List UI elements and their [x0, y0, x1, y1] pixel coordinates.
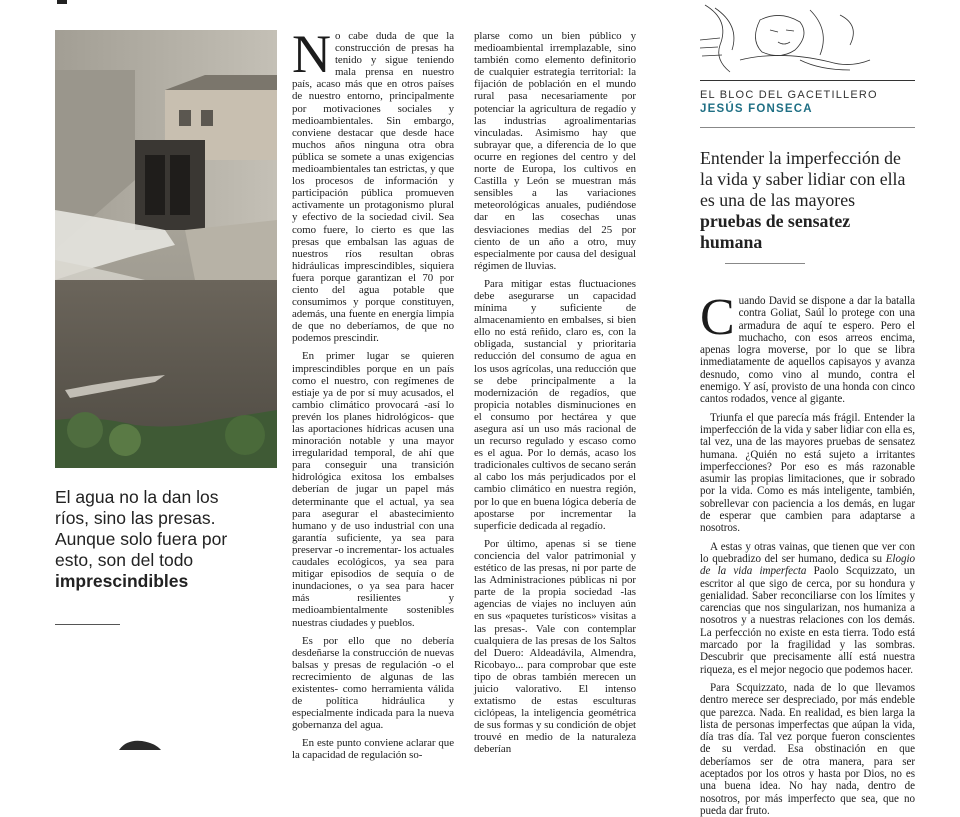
pull-quote: [55, 487, 255, 592]
header-rule: [700, 80, 915, 81]
paragraph: En primer lugar se quieren imprescindibles porque en un país como el nuestro, con regímenes de estiaje ya de por sí muy acusados, el cambio climático provocará -así lo prevén los planes hidrológicos- que las aportaciones hídricas acusen una minoración notable y una mayor irregularidad temporal, de ahí que para conseguir una transición hidrológica exitosa los embalses deberían de jugar un papel más determinante que el actual, ya sea para asegurar el abastecimiento humano y de uso industrial con una garantía suficiente, ya sea para preservar -o incrementar- los actuales caudales ecológicos, ya sea para mitigar episodios de sequía o de inundaciones, o ya sea para hacer más resilientes y medioambientalmente sostenibles nuestras ciudades y pueblos.: [292, 350, 454, 629]
headline-text: Entender la imperfección de la vida y saber lidiar con ella es una de las mayores: [700, 148, 906, 210]
dam-photo: [55, 30, 277, 468]
paragraph: Para mitigar estas fluctuaciones debe asegurarse un capacidad mínima y suficiente de almacenamiento en embalses, si bien ello no está reñido, claro es, con la obligada, sustancial y prioritaria reducción del consumo de agua en los usos agrícolas, una reducción que se debe principalmente a la modernización de regadíos, que propicia notables disminuciones en el consumo por hectárea y que asegura así un uso más racional de un recurso regulado y escaso como es el agua. Por lo demás, acaso los tradicionales cultivos de secano serán al cabo los más perjudicados por el cambio climático en nuestra región, por lo que en buena lógica debería de apostarse por incrementar la superficie dedicada al regadío.: [474, 277, 637, 532]
paragraph: Es por ello que no debería desdeñarse la construcción de nuevas balsas y presas de regulación -o el recrecimiento de algunas de las existentes- como herramienta válida de política hidráulica y especialmente indicada para la nueva gobernanza del agua.: [292, 634, 454, 732]
bottom-illustration-fragment: [117, 737, 162, 750]
paragraph: plarse como un bien público y medioambiental irremplazable, sino también como elemento definitorio de cualquier estrategia territorial: la fijación de población en el mundo rural pasa necesariamente por potenciar la agricultura de regadío y las industrias agroalimentarias vinculadas. Asimismo hay que subrayar que, a diferencia de lo que ocurre en regiones del centro y del norte de Europa, los cultivos en Castilla y León se muestran más sensibles a las variaciones meteorológicas anuales, pudiéndose dar en las cosechas unas desviaciones medias del 25 por ciento de un año a otro, muy especialmente por causa del desigual régimen de lluvias.: [474, 30, 636, 272]
paragraph: o cabe duda de que la construcción de presas ha tenido y sigue teniendo mala prensa en nuestro país, acaso más que en otros países de nuestro entorno, principalmente por motivaciones sociales y medioambientales. Sin embargo, conviene destacar que desde hace muchos años ninguna otra obra pública se somete a unas exigencias medioambientales tan estrictas, y que los procesos de información y participación pública promueven activamente un protagonismo plural y efectivo de la sociedad civil. Sea como fuere, lo cierto es que las presas que embalsan las aguas de nuestros ríos resultan obras hidráulicas imprescindibles, siquiera fuera porque garantizan el 70 por ciento del agua potable que consumimos y porque constituyen, además, una fuente en energía limpia de que no deberíamos, de que no podemos prescindir.: [292, 30, 454, 345]
headline-rule: [725, 263, 805, 264]
article-column-3: [700, 289, 915, 817]
paragraph: Triunfa el que parecía más frágil. Entender la imperfección de la vida y saber lidiar con ella es, tal vez, una de las mayores pruebas de sensatez humana. ¿Quién no está sujeto a irritantes imperfecciones? Por eso es más razonable asumir las propias limitaciones, que ir sobrado por la vida. Como es más inteligente, también, sobrellevar con paciencia a los demás, en lugar de esperar que cambien para adaptarse a nosotros.: [700, 411, 915, 535]
paragraph: Por último, apenas si se tiene conciencia del valor patrimonial y estético de las presas, ni por parte de las Administraciones públicas ni por parte de la propia sociedad -las agencias de viajes no incluyen aún en sus «paquetes turísticos» visitas a las presas-. Vale con contemplar cualquiera de las presas de los Saltos del Duero: Aldeadávila, Almendra, Ricobayo... para comprobar que este tipo de obras también merecen un juicio valorativo. El intenso extatismo de estas esculturas ciclópeas, la inteligencia geométrica de sus formas y su condición de objet trouvé en medio de la naturaleza deberían: [474, 537, 636, 756]
article-column-2: [474, 30, 637, 756]
pull-quote-text: El agua no la dan los ríos, sino las presas. Aunque solo fuera por esto, son del todo: [55, 487, 228, 570]
section-name: EL BLOC DEL GACETILLERO: [700, 89, 878, 101]
author-sketch-illustration: [700, 0, 915, 76]
column-headline: [700, 148, 915, 253]
paragraph: En este punto conviene aclarar que la capacidad de regulación so-: [292, 737, 454, 762]
paragraph-text: Paolo Scquizzato, un escritor al que sigo de cerca, por su hondura y genialidad. Saber reconciliarse con los límites y carencias que nos singularizan, nos humaniza a nosotros y a nuestras relaciones con los demás. La perfección no existe en esta tierra. Todo está marcado por la fragilidad y las sombras. Descubrir que precisamente allí está nuestra riqueza, es el mejor negocio que podemos hacer.: [700, 565, 915, 676]
pull-quote-bold: imprescindibles: [55, 571, 189, 591]
paragraph: [700, 541, 915, 676]
paragraph-text: A estas y otras vainas, que tienen que ver con lo quebradizo del ser humano, dedica su: [700, 540, 915, 565]
paragraph: uando David se dispone a dar la batalla contra Goliat, Saúl lo protege con una armadura de aquí te espero. Pero el muchacho, con esos arreos encima, apenas logra moverse, por lo que se libra inmediatamente de aquellos capisayos y avanza desnudo, como vino al mundo, contra el enemigo. Y así, provisto de una honda con cinco cantos rodados, vence al gigante.: [700, 295, 915, 406]
article-column-1: [292, 24, 454, 762]
drop-cap: N: [292, 24, 331, 84]
author-name: JESÚS FONSECA: [700, 103, 813, 115]
book-title: Elogio de la vida imperfecta: [700, 552, 915, 578]
headline-fragment: [57, 0, 67, 4]
pull-quote-rule: [55, 624, 120, 625]
header-rule: [700, 127, 915, 128]
paragraph: Para Scquizzato, nada de lo que llevamos dentro merece ser despreciado, por más endeble que parezca. Nada. En realidad, es bien larga la lista de personas imperfectas que aúpan la vida, día tras día. Tal vez porque fueron conscientes de su verdad. Esa obstinación en que deberíamos ser de otra manera, para ser aceptados por los otros y hasta por Dios, no es una buena idea. No hay nada, dentro de nosotros, por más imperfecto que sea, que no pueda dar fruto.: [700, 681, 915, 817]
drop-cap: C: [700, 289, 735, 346]
headline-bold: pruebas de sensatez humana: [700, 211, 851, 252]
